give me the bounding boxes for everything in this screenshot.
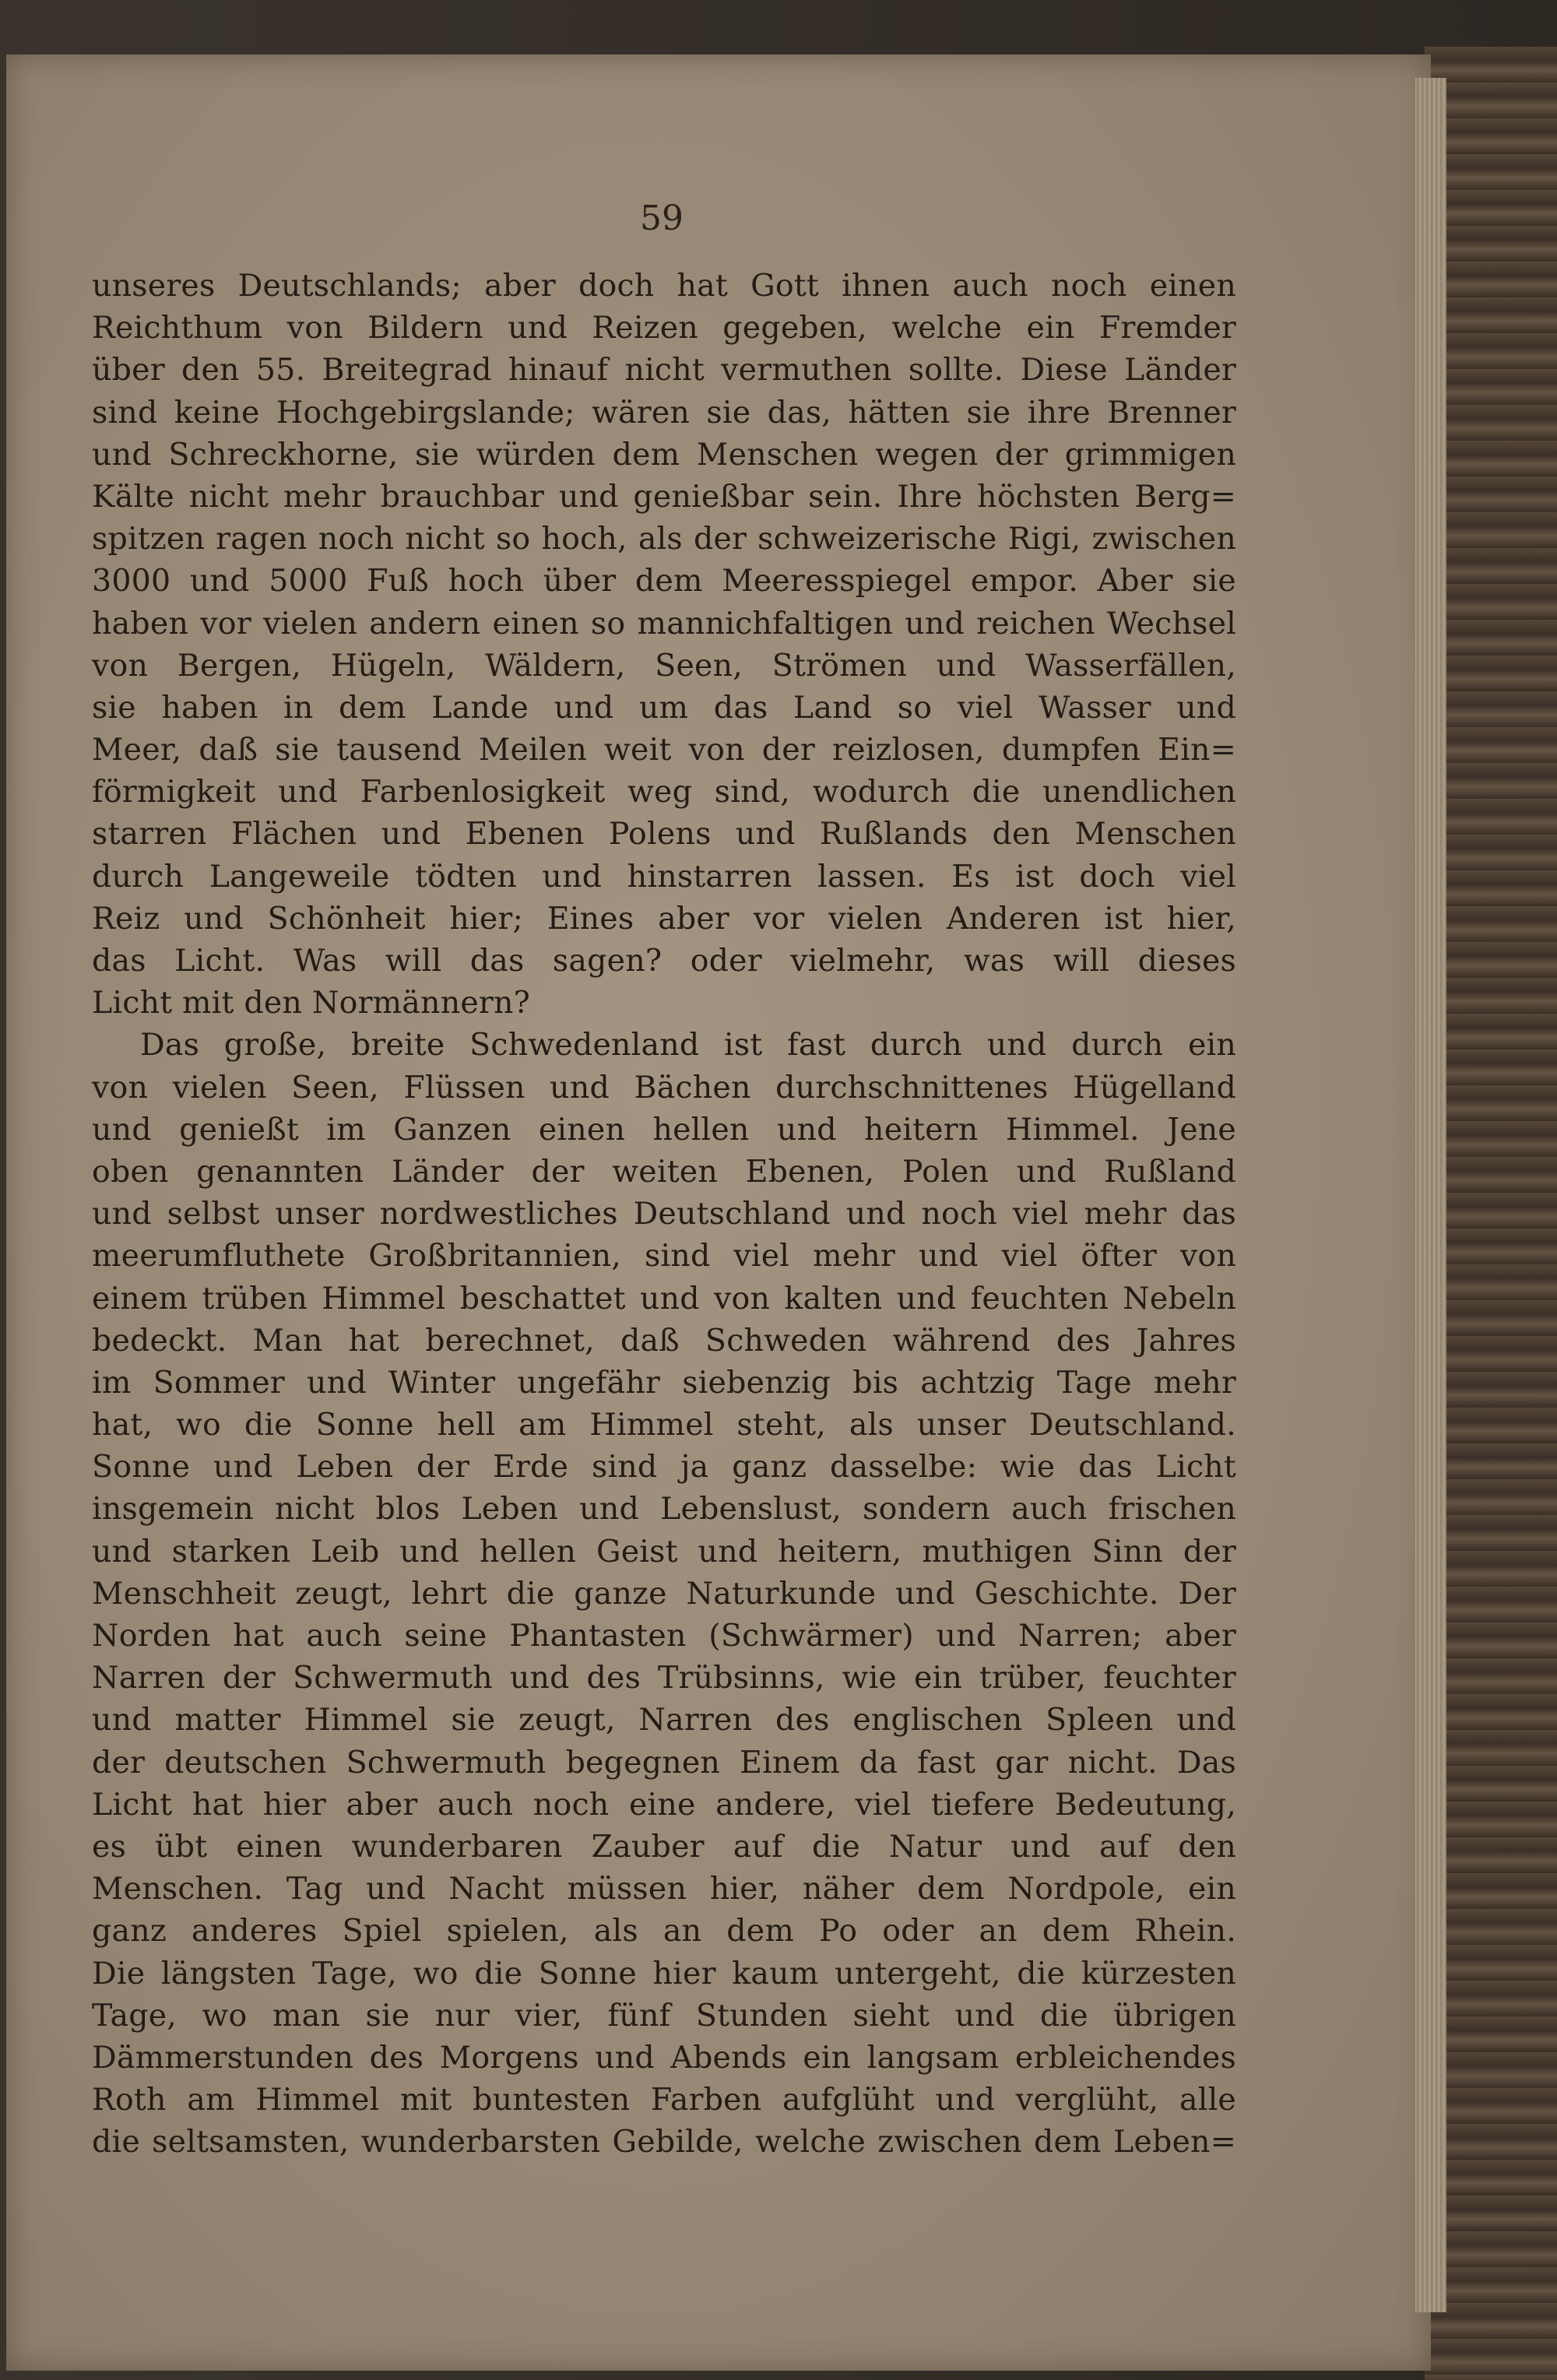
text-line: und genießt im Ganzen einen hellen und heitern Himmel. Jene [92,1111,1236,1148]
text-line: Licht mit den Normännern? [92,985,531,1021]
text-line: bedeckt. Man hat berechnet, daß Schweden während des Jahres [92,1322,1236,1359]
text-line: Narren der Schwermuth und des Trübsinns, wie ein trüber, feuchter [92,1660,1236,1696]
text-line: Menschheit zeugt, lehrt die ganze Naturkunde und Geschichte. Der [92,1575,1236,1612]
text-line: es übt einen wunderbaren Zauber auf die Natur und auf den [92,1828,1236,1865]
text-line: Meer, daß sie tausend Meilen weit von der reizlosen, dumpfen Ein= [92,732,1236,768]
text-line: haben vor vielen andern einen so mannichfaltigen und reichen Wechsel [92,605,1236,642]
page-number: 59 [640,199,684,238]
text-line: und Schreckhorne, sie würden dem Menschen wegen der grimmigen [92,436,1236,473]
text-line: insgemein nicht blos Leben und Lebenslust, sondern auch frischen [92,1491,1236,1527]
text-line: Norden hat auch seine Phantasten (Schwärmer) und Narren; aber [92,1618,1236,1654]
text-line: Das große, breite Schwedenland ist fast durch und durch ein [140,1027,1236,1063]
text-line: förmigkeit und Farbenlosigkeit weg sind, wodurch die unendlichen [92,774,1236,810]
text-line: ganz anderes Spiel spielen, als an dem Po oder an dem Rhein. [92,1913,1236,1949]
text-line: 3000 und 5000 Fuß hoch über dem Meeresspiegel empor. Aber sie [92,563,1236,599]
text-line: hat, wo die Sonne hell am Himmel steht, als unser Deutschland. [92,1407,1236,1443]
text-line: und matter Himmel sie zeugt, Narren des englischen Spleen und [92,1702,1236,1738]
text-line: Licht hat hier aber auch noch eine andere, viel tiefere Bedeutung, [92,1786,1236,1823]
text-line: unseres Deutschlands; aber doch hat Gott ihnen auch noch einen [92,268,1236,304]
text-line: Kälte nicht mehr brauchbar und genießbar sein. Ihre höchsten Berg= [92,478,1236,515]
text-line: Sonne und Leben der Erde sind ja ganz dasselbe: wie das Licht [92,1449,1236,1485]
text-line: Reiz und Schönheit hier; Eines aber vor vielen Anderen ist hier, [92,900,1236,937]
text-line: der deutschen Schwermuth begegnen Einem da fast gar nicht. Das [92,1744,1236,1781]
text-line: und starken Leib und hellen Geist und heitern, muthigen Sinn der [92,1533,1236,1570]
text-line: Menschen. Tag und Nacht müssen hier, näher dem Nordpole, ein [92,1871,1236,1907]
text-line: über den 55. Breitegrad hinauf nicht vermuthen sollte. Diese Länder [92,352,1236,388]
text-line: Die längsten Tage, wo die Sonne hier kaum untergeht, die kürzesten [92,1955,1236,1992]
body-text [92,265,1236,2163]
text-line: Reichthum von Bildern und Reizen gegeben, welche ein Fremder [92,310,1236,346]
text-line: im Sommer und Winter ungefähr siebenzig bis achtzig Tage mehr [92,1364,1236,1401]
text-line: meerumfluthete Großbritannien, sind viel mehr und viel öfter von [92,1238,1236,1274]
text-line: Tage, wo man sie nur vier, fünf Stunden sieht und die übrigen [92,1997,1236,2034]
text-line: einem trüben Himmel beschattet und von kalten und feuchten Nebeln [92,1280,1236,1317]
text-line: sie haben in dem Lande und um das Land so viel Wasser und [92,689,1236,726]
text-line: und selbst unser nordwestliches Deutschland und noch viel mehr das [92,1196,1236,1232]
text-line: oben genannten Länder der weiten Ebenen, Polen und Rußland [92,1153,1236,1190]
text-line: Dämmerstunden des Morgens und Abends ein langsam erbleichendes [92,2039,1236,2076]
text-line: die seltsamsten, wunderbarsten Gebilde, welche zwischen dem Leben= [92,2124,1236,2160]
text-line: von vielen Seen, Flüssen und Bächen durchschnittenes Hügelland [92,1069,1236,1106]
text-line: das Licht. Was will das sagen? oder vielmehr, was will dieses [92,943,1236,979]
text-line: durch Langeweile tödten und hinstarren lassen. Es ist doch viel [92,858,1236,895]
text-line: sind keine Hochgebirgslande; wären sie das, hätten sie ihre Brenner [92,394,1236,431]
page-edge [1415,78,1446,2312]
text-line: von Bergen, Hügeln, Wäldern, Seen, Strömen und Wasserfällen, [92,647,1236,684]
text-line: Roth am Himmel mit buntesten Farben aufglüht und verglüht, alle [92,2082,1236,2118]
text-line: spitzen ragen noch nicht so hoch, als der schweizerische Rigi, zwischen [92,521,1236,557]
text-line: starren Flächen und Ebenen Polens und Rußlands den Menschen [92,816,1236,853]
